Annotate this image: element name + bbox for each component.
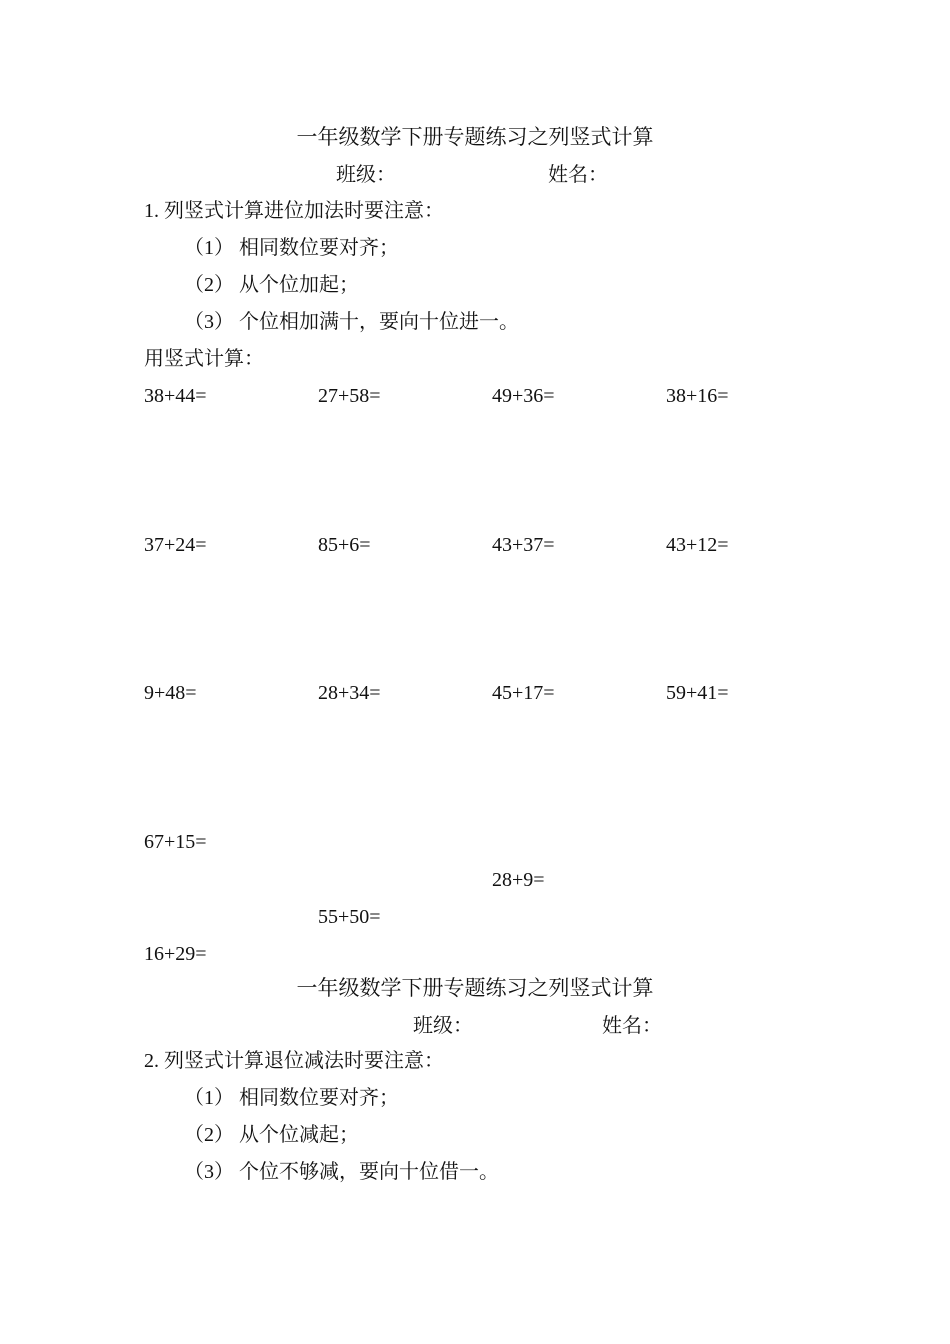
problem: 43+12= [666,534,729,556]
problem: 38+16= [666,385,729,407]
instruction-text: 用竖式计算： [144,348,264,370]
problem: 16+29= [144,943,207,965]
worksheet-title: 一年级数学下册专题练习之列竖式计算 [296,125,654,149]
problem: 27+58= [318,385,381,407]
name-label: 姓名： [602,1013,662,1037]
problem: 28+9= [492,869,545,891]
problem: 43+37= [492,534,555,556]
problem: 9+48= [144,682,197,704]
note-item: （2） 从个位加起； [184,274,359,296]
section-heading: 1. 列竖式计算进位加法时要注意： [144,200,444,222]
class-label: 班级： [413,1013,473,1037]
class-label: 班级： [336,162,396,186]
problem: 45+17= [492,682,555,704]
worksheet-title: 一年级数学下册专题练习之列竖式计算 [296,976,654,1000]
note-item: （1） 相同数位要对齐； [184,237,399,259]
note-item: （3） 个位不够减，要向十位借一。 [184,1161,499,1183]
note-item: （1） 相同数位要对齐； [184,1087,399,1109]
problem: 55+50= [318,906,381,928]
problem: 67+15= [144,831,207,853]
problem: 59+41= [666,682,729,704]
problem: 49+36= [492,385,555,407]
problem: 38+44= [144,385,207,407]
note-item: （2） 从个位减起； [184,1124,359,1146]
name-label: 姓名： [548,162,608,186]
note-item: （3） 个位相加满十，要向十位进一。 [184,311,519,333]
problem: 37+24= [144,534,207,556]
section-heading: 2. 列竖式计算退位减法时要注意： [144,1050,444,1072]
problem: 85+6= [318,534,371,556]
problem: 28+34= [318,682,381,704]
